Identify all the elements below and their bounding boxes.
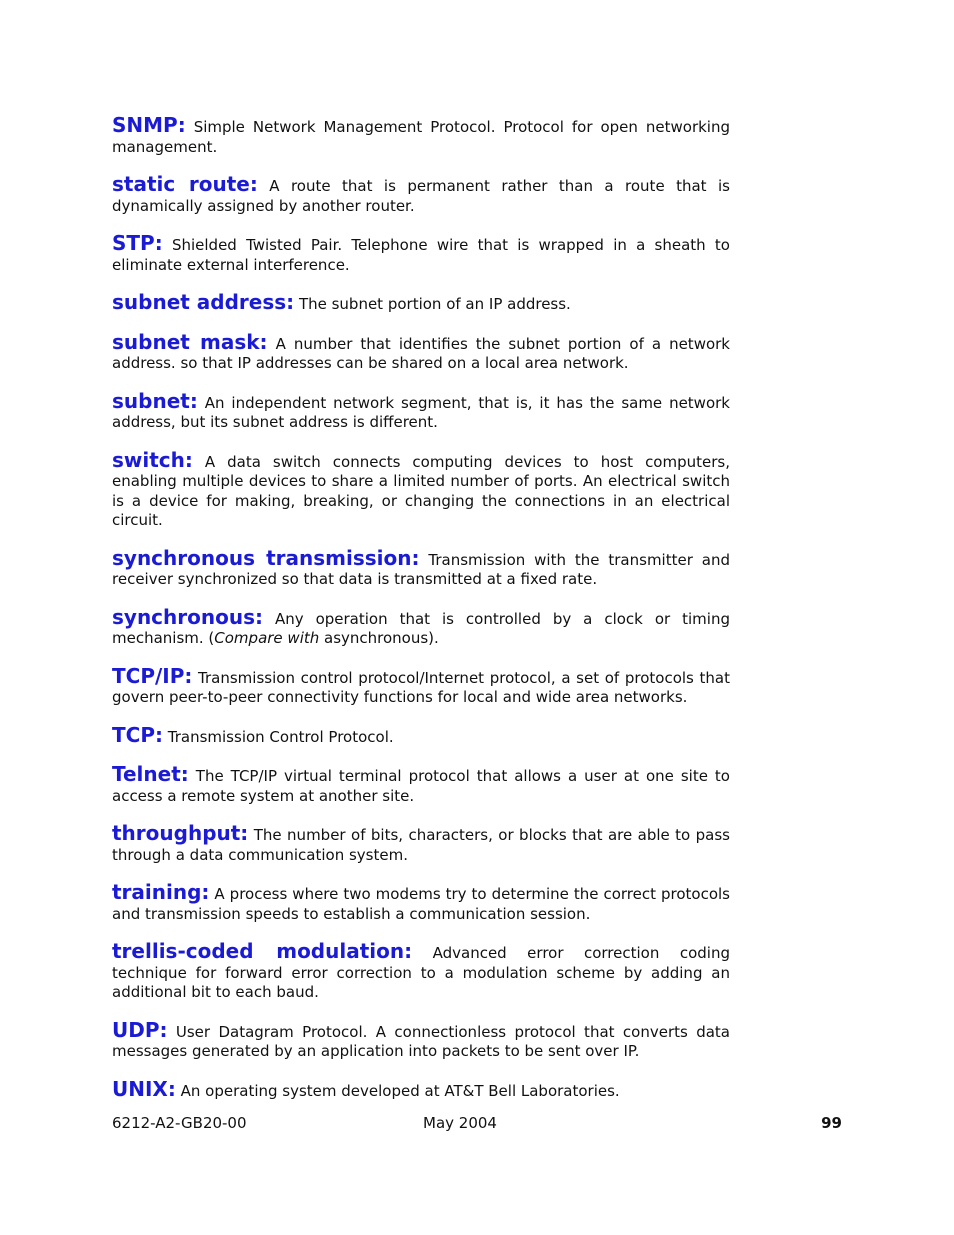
glossary-definition: Transmission Control Protocol. [167,727,394,746]
glossary-list [112,113,730,1119]
glossary-entry-tcp [112,722,730,748]
glossary-definition: User Datagram Protocol. A connectionless protocol that converts data messages generated by an application into packets to be sent over IP. [112,1022,730,1060]
glossary-term: subnet address: [112,290,295,314]
glossary-entry-unix [112,1076,730,1102]
glossary-definition: Shielded Twisted Pair. Telephone wire that is wrapped in a sheath to eliminate external interference. [112,236,730,274]
glossary-term: switch: [112,447,193,472]
glossary-term: UDP: [112,1017,168,1042]
page-number: 99 [821,1114,842,1132]
glossary-definition: Transmission with the transmitter and receiver synchronized so that data is transmitted at a fixed rate. [112,550,730,588]
glossary-entry-subnet-mask [112,329,730,374]
page-footer [112,1114,842,1136]
glossary-term: throughput: [112,821,249,845]
glossary-term: synchronous: [112,604,263,629]
glossary-definition: Any operation that is controlled by a clock or timing mechanism. ( [112,609,730,647]
publication-date: May 2004 [423,1114,497,1132]
glossary-definition: Simple Network Management Protocol. Protocol for open networking management. [112,118,730,156]
glossary-entry-tcp-ip [112,663,730,708]
glossary-definition: Transmission control protocol/Internet protocol, a set of protocols that govern peer-to-peer connectivity functions for local and wide area networks. [112,668,730,706]
glossary-definition: A data switch connects computing devices to host computers, enabling multiple devices to share a limited number of ports. An electrical switch is a device for making, breaking, or changing the connections in an electrical circuit. [112,452,730,529]
glossary-entry-training [112,880,730,924]
glossary-term: TCP/IP: [112,663,193,688]
glossary-term: subnet mask: [112,329,268,354]
glossary-term: static route: [112,172,258,196]
glossary-definition: Advanced error correction coding technique for forward error correction to a modulation scheme by adding an additional bit to each baud. [112,944,730,1001]
glossary-definition: The number of bits, characters, or blocks that are able to pass through a data communication system. [112,826,730,864]
glossary-entry-static-route [112,172,730,216]
glossary-entry-stp [112,231,730,275]
document-id: 6212-A2-GB20-00 [112,1114,247,1132]
glossary-term: TCP: [112,722,163,747]
glossary-entry-subnet-address [112,290,730,315]
glossary-definition-italic: Compare with [214,629,320,647]
glossary-entry-synchronous-transmission [112,545,730,590]
glossary-definition: A number that identifies the subnet portion of a network address. so that IP addresses can be shared on a local area network. [112,334,730,372]
glossary-entry-snmp [112,113,730,157]
glossary-entry-udp [112,1017,730,1062]
glossary-term: trellis-coded modulation: [112,939,413,963]
glossary-term: SNMP: [112,113,186,137]
glossary-definition-tail: asynchronous). [319,629,439,647]
glossary-term: subnet: [112,388,198,413]
glossary-definition: A process where two modems try to determine the correct protocols and transmission speeds to establish a communication session. [112,885,730,923]
glossary-term: UNIX: [112,1076,176,1101]
glossary-definition: The TCP/IP virtual terminal protocol that allows a user at one site to access a remote system at another site. [112,767,730,805]
glossary-entry-synchronous [112,604,730,649]
glossary-entry-telnet [112,762,730,806]
glossary-definition: A route that is permanent rather than a route that is dynamically assigned by another router. [112,177,730,215]
glossary-term: synchronous transmission: [112,545,420,570]
glossary-term: Telnet: [112,762,189,786]
glossary-entry-subnet [112,388,730,433]
glossary-definition: The subnet portion of an IP address. [298,295,571,313]
glossary-entry-throughput [112,821,730,865]
glossary-term: training: [112,880,210,904]
glossary-entry-trellis-coded-modulation [112,939,730,1003]
glossary-entry-switch [112,447,730,531]
glossary-term: STP: [112,231,163,255]
glossary-definition: An operating system developed at AT&T Bell Laboratories. [180,1081,620,1100]
glossary-definition: An independent network segment, that is, it has the same network address, but its subnet address is different. [112,393,730,431]
